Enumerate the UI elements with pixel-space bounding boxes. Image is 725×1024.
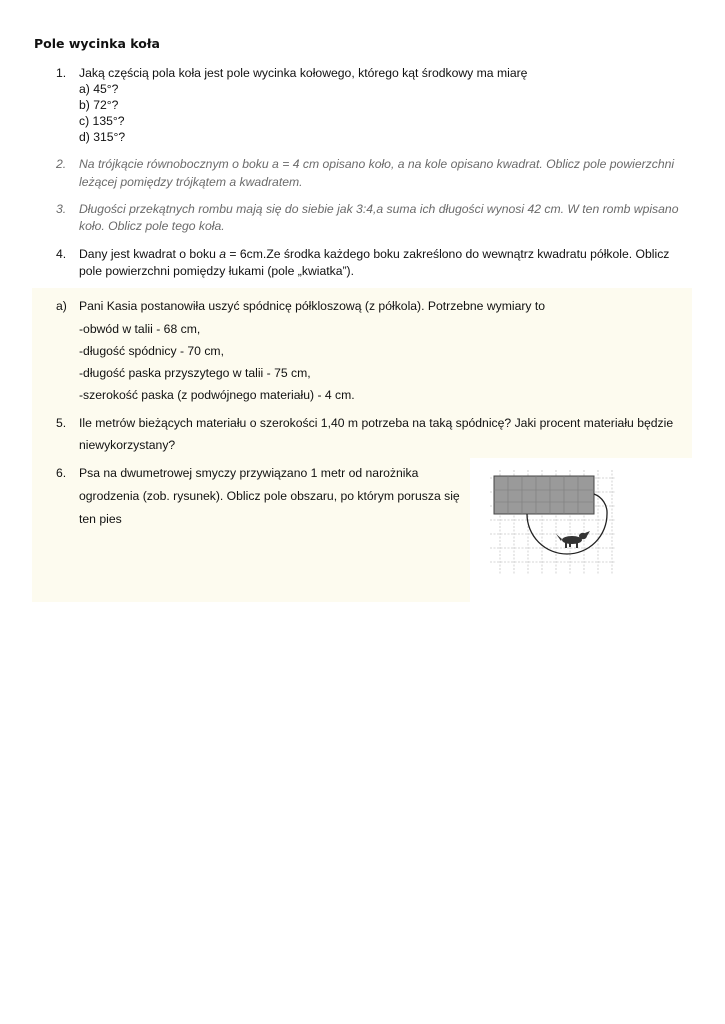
question-text: Pani Kasia postanowiła uszyć spódnicę półkloszową (z półkola). Potrzebne wymiary to	[79, 299, 546, 313]
question-number: 3.	[56, 202, 67, 216]
question-text-line-1	[79, 247, 669, 261]
question-text-line-2: niewykorzystany?	[79, 438, 176, 452]
question-text: Jaką częścią pola koła jest pole wycinka kołowego, którego kąt środkowy ma miarę	[79, 66, 528, 80]
question-text-line-3: ten pies	[79, 512, 122, 526]
question-text-line-1: Psa na dwumetrowej smyczy przywiązano 1 metr od narożnika	[79, 466, 419, 480]
text-part: Dany jest kwadrat o boku	[79, 247, 220, 261]
question-number: 5.	[56, 416, 67, 430]
question-text-line-1: Na trójkącie równobocznym o boku a = 4 cm opisano koło, a na kole opisano kwadrat. Oblicz pole powierzchni	[79, 157, 675, 171]
dog-leash-figure	[490, 470, 615, 575]
dog-icon	[556, 531, 590, 548]
measurement-item: -obwód w talii - 68 cm,	[79, 322, 201, 336]
question-text-line-2: koło. Oblicz pole tego koła.	[79, 219, 225, 233]
question-text-line-1: Długości przekątnych rombu mają się do siebie jak 3:4,a suma ich długości wynosi 42 cm. W ten romb wpisano	[79, 202, 679, 216]
measurement-item: -szerokość paska (z podwójnego materiału) - 4 cm.	[79, 388, 355, 402]
question-number: 1.	[56, 66, 67, 80]
page-title: Pole wycinka koła	[34, 36, 160, 51]
question-number: a)	[56, 299, 67, 313]
question-text-line-2: leżącej pomiędzy trójkątem a kwadratem.	[79, 175, 303, 189]
question-text-line-2: pole powierzchni pomiędzy łukami (pole „kwiatka”).	[79, 264, 355, 278]
option-a: a) 45°?	[79, 82, 119, 96]
leash-range-small-arc	[594, 494, 607, 514]
option-b: b) 72°?	[79, 98, 119, 112]
question-text-line-2: ogrodzenia (zob. rysunek). Oblicz pole obszaru, po którym porusza się	[79, 489, 460, 503]
text-part: = 6cm.Ze środka każdego boku zakreślono do wewnątrz kwadratu półkole. Oblicz	[226, 247, 670, 261]
measurement-item: -długość spódnicy - 70 cm,	[79, 344, 224, 358]
question-number: 6.	[56, 466, 67, 480]
measurement-item: -długość paska przyszytego w talii - 75 cm,	[79, 366, 311, 380]
question-text-line-1: Ile metrów bieżących materiału o szerokości 1,40 m potrzeba na taką spódnicę? Jaki procent materiału będzie	[79, 416, 674, 430]
variable-a: a	[219, 247, 227, 261]
question-number: 4.	[56, 247, 67, 261]
question-number: 2.	[56, 157, 67, 171]
fenced-area	[494, 476, 594, 514]
option-c: c) 135°?	[79, 114, 125, 128]
option-d: d) 315°?	[79, 130, 126, 144]
